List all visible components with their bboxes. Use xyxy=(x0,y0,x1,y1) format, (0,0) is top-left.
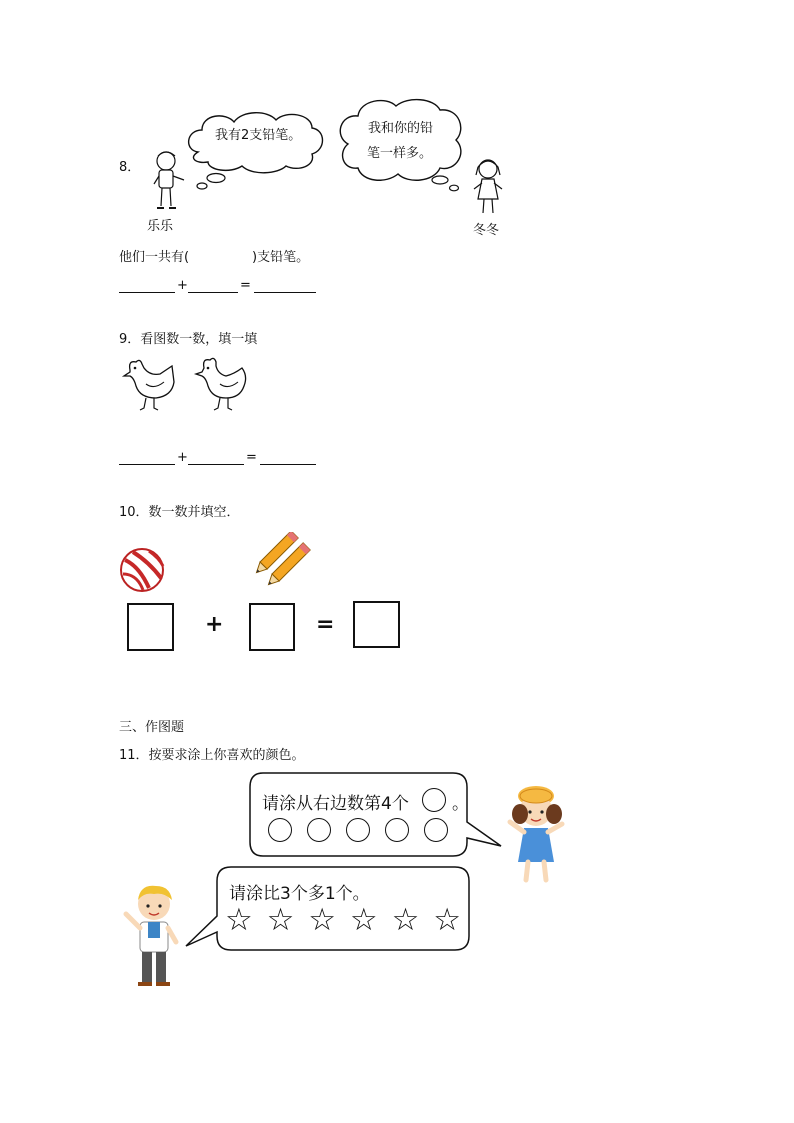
q11-top-instruction: 请涂从右边数第4个 xyxy=(262,794,409,814)
volleyball-icon xyxy=(119,548,167,594)
circle-2[interactable] xyxy=(307,818,331,842)
q9-blank-2[interactable] xyxy=(188,450,244,465)
q10-title: 10．数一数并填空． xyxy=(119,505,240,520)
section-heading: 三、作图题 xyxy=(119,720,185,735)
name-dongdong: 冬冬 xyxy=(473,223,500,238)
thought-bubble-right-line2: 笔一样多。 xyxy=(367,146,433,161)
star-6[interactable]: ☆ xyxy=(433,902,461,938)
star-5[interactable]: ☆ xyxy=(391,902,420,938)
star-row xyxy=(225,902,461,938)
boy-figure-lele xyxy=(148,148,190,214)
sample-circle xyxy=(422,788,446,812)
q10-plus: + xyxy=(205,612,224,637)
thought-bubble-left-text: 我有2支铅笔。 xyxy=(215,128,302,143)
q8-number: 8． xyxy=(119,160,141,175)
name-lele: 乐乐 xyxy=(147,219,174,234)
q8-question-after: )支铅笔。 xyxy=(252,250,310,265)
circle-1[interactable] xyxy=(268,818,292,842)
girl-figure-dongdong xyxy=(468,155,510,221)
q11-title: 11．按要求涂上你喜欢的颜色。 xyxy=(119,748,305,763)
star-4[interactable]: ☆ xyxy=(349,902,378,938)
q8-answer-blank[interactable] xyxy=(196,262,252,263)
circle-3[interactable] xyxy=(346,818,370,842)
thought-bubble-right-line1: 我和你的铅 xyxy=(368,121,434,136)
rooster-icon xyxy=(192,356,252,412)
chicken-icon xyxy=(120,356,180,412)
q9-blank-1[interactable] xyxy=(119,450,175,465)
q10-answer-box-1[interactable] xyxy=(127,603,174,651)
q8-blank-2[interactable] xyxy=(188,278,238,293)
girl-blue-dress xyxy=(498,782,576,886)
boy-white-shirt xyxy=(118,882,186,992)
q8-blank-3[interactable] xyxy=(254,278,316,293)
q9-title: 9．看图数一数，填一填 xyxy=(119,332,258,347)
q9-equals: = xyxy=(246,450,257,465)
q10-equals: = xyxy=(316,612,335,637)
q9-blank-3[interactable] xyxy=(260,450,316,465)
circle-row xyxy=(268,818,448,842)
speech-bubble-top xyxy=(249,772,505,860)
q10-answer-box-3[interactable] xyxy=(353,601,400,648)
q11-top-end: 。 xyxy=(452,794,469,814)
q8-question-before: 他们一共有( xyxy=(119,250,190,265)
pencils-icon xyxy=(247,532,319,590)
q8-plus: + xyxy=(177,278,188,293)
q9-plus: + xyxy=(177,450,188,465)
star-3[interactable]: ☆ xyxy=(308,902,337,938)
thought-bubble-left xyxy=(180,108,330,193)
q11-bottom-instruction: 请涂比3个多1个。 xyxy=(229,884,370,904)
star-1[interactable]: ☆ xyxy=(225,902,253,938)
star-2[interactable]: ☆ xyxy=(266,902,295,938)
circle-5[interactable] xyxy=(424,818,448,842)
q8-equals: = xyxy=(240,278,251,293)
circle-4[interactable] xyxy=(385,818,409,842)
q8-blank-1[interactable] xyxy=(119,278,175,293)
q10-answer-box-2[interactable] xyxy=(249,603,295,651)
